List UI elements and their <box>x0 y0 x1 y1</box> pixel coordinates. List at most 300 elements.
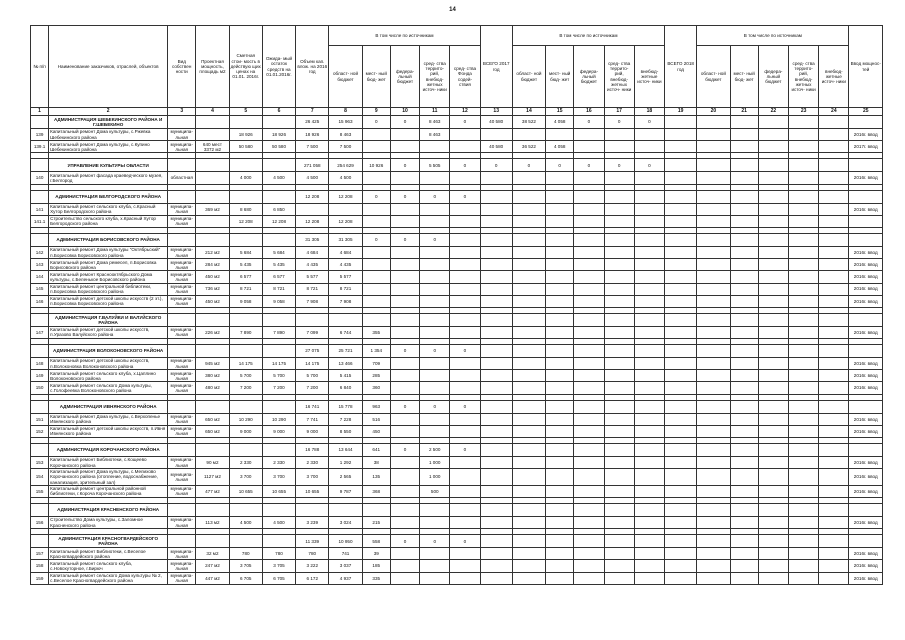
cell-col-25: 2016г. ввод <box>849 358 883 370</box>
cell-no: 150 <box>31 382 49 394</box>
header-src-local: мест- ный бюд- жет <box>362 46 390 108</box>
cell-col-25 <box>849 215 883 227</box>
cell-col-25: 2016г. ввод <box>849 485 883 497</box>
cell-col-8: 7 228 <box>329 413 362 425</box>
section-title: АДМИНИСТРАЦИЯ Г.ВАЛУЙКИ И ВАЛУЙСКОГО РАЙОНА <box>49 313 168 326</box>
header-capacity: Проектная мощность, площадь м2 <box>196 26 229 108</box>
cell-col-13 <box>480 271 512 283</box>
cell-col-13 <box>480 172 512 184</box>
cell-col-24 <box>819 233 849 246</box>
cell-col-11 <box>420 425 450 437</box>
cell-col-4: 650 м2 <box>196 413 229 425</box>
cell-col-3: муниципа- льная <box>168 271 196 283</box>
cell-col-20 <box>697 413 730 425</box>
column-number: 10 <box>390 108 419 116</box>
cell-col-25: 2016г. ввод <box>849 469 883 486</box>
cell-col-3: областная <box>168 172 196 184</box>
cell-col-21 <box>730 159 758 172</box>
cell-col-16: 0 <box>574 159 604 172</box>
cell-col-12 <box>450 259 480 271</box>
cell-col-8: 1 292 <box>329 457 362 469</box>
cell-col-13 <box>480 535 512 548</box>
cell-col-13: 40 580 <box>480 141 512 153</box>
cell-col-8: 13 466 <box>329 358 362 370</box>
cell-col-11: 0 <box>420 233 450 246</box>
cell-col-8 <box>329 203 362 215</box>
cell-col-7: 2 330 <box>296 457 329 469</box>
cell-col-11: 8 463 <box>420 129 450 141</box>
cell-col-15 <box>546 548 574 560</box>
cell-col-7: 7 500 <box>296 141 329 153</box>
cell-col-3: муниципа- льная <box>168 572 196 584</box>
cell-col-14 <box>512 400 545 413</box>
cell-col-15 <box>546 382 574 394</box>
cell-object-name: Капитальный ремонт детской школы искусств, п.Уразово Валуйского района <box>49 326 168 338</box>
cell-col-8: 10 950 <box>329 535 362 548</box>
cell-col-14 <box>512 271 545 283</box>
cell-col-5 <box>229 400 262 413</box>
cell-col-14 <box>512 535 545 548</box>
cell-col-8 <box>329 313 362 326</box>
cell-col-3: муниципа- льная <box>168 370 196 382</box>
cell-col-24 <box>819 425 849 437</box>
cell-col-18 <box>634 516 664 528</box>
cell-col-3 <box>168 503 196 516</box>
cell-col-24 <box>819 215 849 227</box>
cell-col-17 <box>604 444 634 457</box>
cell-col-21 <box>730 400 758 413</box>
cell-col-5: 5 684 <box>229 246 262 258</box>
cell-col-7 <box>296 313 329 326</box>
cell-col-17 <box>604 345 634 358</box>
cell-col-23 <box>788 572 818 584</box>
cell-col-23 <box>788 425 818 437</box>
column-number: 1 <box>31 108 49 116</box>
cell-col-14 <box>512 485 545 497</box>
cell-col-23 <box>788 370 818 382</box>
cell-col-20 <box>697 370 730 382</box>
cell-col-15 <box>546 345 574 358</box>
cell-col-12 <box>450 172 480 184</box>
cell-col-13 <box>480 259 512 271</box>
cell-col-4: 1127 м2 <box>196 469 229 486</box>
cell-col-21 <box>730 413 758 425</box>
cell-col-6 <box>262 444 295 457</box>
cell-col-19 <box>665 400 697 413</box>
cell-col-18 <box>634 313 664 326</box>
cell-col-6: 6 577 <box>262 271 295 283</box>
cell-col-6: 9 058 <box>262 295 295 307</box>
cell-col-18 <box>634 326 664 338</box>
cell-col-23 <box>788 503 818 516</box>
cell-col-11 <box>420 572 450 584</box>
cell-col-7: 3 222 <box>296 560 329 572</box>
cell-col-21 <box>730 535 758 548</box>
cell-col-7: 5 700 <box>296 370 329 382</box>
column-number: 20 <box>697 108 730 116</box>
cell-col-25: 2016г. ввод <box>849 560 883 572</box>
cell-col-13 <box>480 425 512 437</box>
header-src-regional: област- ной бюджет <box>512 46 545 108</box>
cell-object-name: Капитальный ремонт Дома культуры, с.Мелихово Корочанского района (отопление, водоснабжение, канализация, зрительный зал) <box>49 469 168 486</box>
cell-col-4 <box>196 400 229 413</box>
cell-col-7: 8 721 <box>296 283 329 295</box>
cell-col-22 <box>758 141 788 153</box>
cell-object-name: Капитальный ремонт детской школы искусств (2 эт.), п.Борисовка Борисовского района <box>49 295 168 307</box>
cell-col-10 <box>390 548 419 560</box>
cell-col-20 <box>697 116 730 129</box>
cell-col-8: 4 500 <box>329 172 362 184</box>
cell-col-9: 38 <box>362 457 390 469</box>
cell-col-17 <box>604 203 634 215</box>
cell-col-16 <box>574 326 604 338</box>
cell-col-24 <box>819 370 849 382</box>
header-src-territorial: сред- ства террито- рий, внебюд- жетных источ- ники <box>788 46 818 108</box>
cell-col-9 <box>362 283 390 295</box>
cell-col-13 <box>480 246 512 258</box>
cell-col-19 <box>665 259 697 271</box>
cell-col-3: муниципа- льная <box>168 141 196 153</box>
cell-col-8: 4 937 <box>329 572 362 584</box>
cell-col-14 <box>512 358 545 370</box>
cell-col-4: 945 м2 <box>196 358 229 370</box>
cell-col-16 <box>574 370 604 382</box>
cell-col-18: 0 <box>634 116 664 129</box>
cell-col-8: 741 <box>329 548 362 560</box>
cell-col-5: 780 <box>229 548 262 560</box>
cell-col-24 <box>819 313 849 326</box>
cell-col-19 <box>665 572 697 584</box>
cell-object-name: Капитальный ремонт сельского клуба, с.Новохуторное, г.Бирюч <box>49 560 168 572</box>
cell-no: 148 <box>31 358 49 370</box>
cell-col-10 <box>390 313 419 326</box>
cell-col-6: 2 330 <box>262 457 295 469</box>
table-row <box>31 203 883 215</box>
cell-col-13 <box>480 382 512 394</box>
cell-col-24 <box>819 413 849 425</box>
cell-col-21 <box>730 326 758 338</box>
header-sources-2016: В том числе по источникам <box>329 26 480 46</box>
cell-object-name: Капитальный ремонт сельского Дома культуры, с.Голофеевка Волоконовского района <box>49 382 168 394</box>
cell-col-25: 2016г. ввод <box>849 548 883 560</box>
cell-col-12 <box>450 141 480 153</box>
cell-col-22 <box>758 345 788 358</box>
cell-col-5: 6 577 <box>229 271 262 283</box>
cell-col-4: 226 м2 <box>196 326 229 338</box>
cell-col-7: 14 175 <box>296 358 329 370</box>
cell-col-24 <box>819 382 849 394</box>
cell-col-8: 7 908 <box>329 295 362 307</box>
cell-col-4: 480 м2 <box>196 382 229 394</box>
cell-col-25: 2016г. ввод <box>849 457 883 469</box>
cell-col-19 <box>665 326 697 338</box>
cell-col-15 <box>546 400 574 413</box>
cell-col-6: 5 435 <box>262 259 295 271</box>
cell-col-5: 10 290 <box>229 413 262 425</box>
cell-no <box>31 190 49 203</box>
cell-col-11 <box>420 358 450 370</box>
cell-col-17 <box>604 413 634 425</box>
cell-col-14 <box>512 215 545 227</box>
cell-col-5: 9 000 <box>229 425 262 437</box>
cell-col-11 <box>420 283 450 295</box>
cell-col-16 <box>574 485 604 497</box>
column-number: 18 <box>634 108 664 116</box>
header-src-regional: област- ной бюджет <box>697 46 730 108</box>
column-number-row <box>31 108 883 116</box>
header-volume-2016: Объем кап. влож. на 2016 год <box>296 26 329 108</box>
cell-col-9: 963 <box>362 400 390 413</box>
cell-col-20 <box>697 246 730 258</box>
cell-col-9 <box>362 503 390 516</box>
cell-col-16 <box>574 141 604 153</box>
cell-col-3: муниципа- льная <box>168 425 196 437</box>
cell-col-6: 50 580 <box>262 141 295 153</box>
cell-col-24 <box>819 345 849 358</box>
cell-object-name: Капитальный ремонт Дома культуры, с.Ржевка Шебекинского района <box>49 129 168 141</box>
cell-col-20 <box>697 283 730 295</box>
cell-col-20 <box>697 444 730 457</box>
header-src-territorial: сред- ства террито- рий, внебюд- жетных источ- ники <box>604 46 634 108</box>
cell-col-17 <box>604 382 634 394</box>
cell-col-14 <box>512 425 545 437</box>
column-number: 11 <box>420 108 450 116</box>
cell-col-18 <box>634 141 664 153</box>
cell-col-16 <box>574 382 604 394</box>
cell-col-3: муниципа- льная <box>168 516 196 528</box>
capital-investment-table <box>30 25 883 585</box>
cell-col-6: 5 684 <box>262 246 295 258</box>
cell-col-20 <box>697 190 730 203</box>
cell-col-23 <box>788 141 818 153</box>
cell-col-12 <box>450 215 480 227</box>
cell-col-25: 2016г. ввод <box>849 413 883 425</box>
cell-col-14 <box>512 516 545 528</box>
cell-col-11 <box>420 172 450 184</box>
cell-col-19 <box>665 233 697 246</box>
cell-col-19 <box>665 457 697 469</box>
cell-col-14 <box>512 370 545 382</box>
cell-col-22 <box>758 469 788 486</box>
cell-col-3: муниципа- льная <box>168 560 196 572</box>
column-number: 5 <box>229 108 262 116</box>
section-row <box>31 233 883 246</box>
cell-col-14 <box>512 345 545 358</box>
cell-col-3 <box>168 444 196 457</box>
cell-col-18 <box>634 503 664 516</box>
cell-col-6: 12 208 <box>262 215 295 227</box>
cell-no: 139 <box>31 129 49 141</box>
cell-col-17 <box>604 548 634 560</box>
cell-col-23 <box>788 246 818 258</box>
cell-col-7: 4 684 <box>296 246 329 258</box>
cell-col-5 <box>229 233 262 246</box>
cell-col-22 <box>758 283 788 295</box>
cell-col-18 <box>634 233 664 246</box>
table-row <box>31 382 883 394</box>
cell-col-10 <box>390 358 419 370</box>
cell-col-25: 2016г. ввод <box>849 203 883 215</box>
cell-col-5 <box>229 535 262 548</box>
column-number: 23 <box>788 108 818 116</box>
cell-col-5: 18 926 <box>229 129 262 141</box>
cell-col-22 <box>758 271 788 283</box>
cell-col-10: 0 <box>390 345 419 358</box>
cell-no <box>31 444 49 457</box>
cell-col-22 <box>758 116 788 129</box>
cell-col-7: 18 926 <box>296 129 329 141</box>
cell-col-23 <box>788 457 818 469</box>
cell-col-23 <box>788 560 818 572</box>
table-row <box>31 457 883 469</box>
cell-col-18 <box>634 345 664 358</box>
cell-col-7: 12 208 <box>296 190 329 203</box>
cell-object-name: Капитальный ремонт фасада краеведческого музея, г.Белгород <box>49 172 168 184</box>
cell-col-4 <box>196 190 229 203</box>
header-remaining: Ожида- мый остаток средств на 01.01.2016г. <box>262 26 295 108</box>
cell-col-14 <box>512 382 545 394</box>
table-row <box>31 129 883 141</box>
cell-col-25: 2016г. ввод <box>849 382 883 394</box>
cell-col-19 <box>665 313 697 326</box>
section-row <box>31 345 883 358</box>
cell-col-8: 13 644 <box>329 444 362 457</box>
cell-col-15 <box>546 233 574 246</box>
cell-col-21 <box>730 141 758 153</box>
cell-col-10 <box>390 215 419 227</box>
cell-col-23 <box>788 444 818 457</box>
cell-col-24 <box>819 246 849 258</box>
cell-col-10 <box>390 246 419 258</box>
cell-col-18 <box>634 560 664 572</box>
section-row <box>31 313 883 326</box>
cell-col-8: 2 565 <box>329 469 362 486</box>
cell-col-24 <box>819 516 849 528</box>
cell-col-15 <box>546 313 574 326</box>
cell-col-10: 0 <box>390 400 419 413</box>
section-title: АДМИНИСТРАЦИЯ ВОЛОКОНОВСКОГО РАЙОНА <box>49 345 168 358</box>
cell-col-12 <box>450 358 480 370</box>
cell-col-25 <box>849 400 883 413</box>
cell-col-24 <box>819 271 849 283</box>
cell-col-7: 27 075 <box>296 345 329 358</box>
cell-col-20 <box>697 271 730 283</box>
cell-col-9: 335 <box>362 572 390 584</box>
cell-col-10 <box>390 469 419 486</box>
cell-col-13 <box>480 503 512 516</box>
cell-col-8: 6 744 <box>329 326 362 338</box>
cell-col-16 <box>574 469 604 486</box>
cell-col-21 <box>730 215 758 227</box>
table-row <box>31 485 883 497</box>
cell-col-20 <box>697 457 730 469</box>
cell-col-13 <box>480 129 512 141</box>
cell-col-7: 3 239 <box>296 516 329 528</box>
cell-col-3: муниципа- льная <box>168 457 196 469</box>
cell-col-14 <box>512 172 545 184</box>
cell-col-22 <box>758 516 788 528</box>
cell-col-16 <box>574 548 604 560</box>
cell-col-25: 2016г. ввод <box>849 246 883 258</box>
cell-col-8: 15 778 <box>329 400 362 413</box>
cell-no <box>31 159 49 172</box>
cell-col-7: 271 058 <box>296 159 329 172</box>
cell-col-10: 0 <box>390 233 419 246</box>
cell-col-5: 12 208 <box>229 215 262 227</box>
cell-col-10 <box>390 382 419 394</box>
cell-col-19 <box>665 295 697 307</box>
cell-col-5 <box>229 345 262 358</box>
cell-col-16: 0 <box>574 116 604 129</box>
cell-col-9: 135 <box>362 469 390 486</box>
column-number: 25 <box>849 108 883 116</box>
cell-col-13 <box>480 313 512 326</box>
cell-col-15: 0 <box>546 159 574 172</box>
cell-col-7: 6 172 <box>296 572 329 584</box>
cell-col-12 <box>450 457 480 469</box>
cell-col-10 <box>390 295 419 307</box>
cell-col-19 <box>665 485 697 497</box>
cell-col-8: 3 037 <box>329 560 362 572</box>
cell-col-25: 2016г. ввод <box>849 259 883 271</box>
cell-no: 141.1 <box>31 215 49 227</box>
cell-no <box>31 116 49 129</box>
cell-col-25: 2016г. ввод <box>849 295 883 307</box>
cell-col-22 <box>758 358 788 370</box>
cell-col-12 <box>450 313 480 326</box>
table-header <box>31 26 883 116</box>
cell-no <box>31 313 49 326</box>
cell-col-23 <box>788 345 818 358</box>
header-src-federal: федера- льный бюджет <box>574 46 604 108</box>
cell-col-10 <box>390 560 419 572</box>
cell-col-16 <box>574 444 604 457</box>
cell-col-17 <box>604 560 634 572</box>
cell-col-4 <box>196 172 229 184</box>
cell-col-22 <box>758 190 788 203</box>
cell-col-13 <box>480 295 512 307</box>
cell-no: 154 <box>31 469 49 486</box>
cell-col-17 <box>604 572 634 584</box>
cell-col-23 <box>788 469 818 486</box>
cell-object-name: Строительство Дома культуры, с.Заломное Красненского района <box>49 516 168 528</box>
cell-col-23 <box>788 295 818 307</box>
cell-col-4: 212 м2 <box>196 246 229 258</box>
cell-col-24 <box>819 203 849 215</box>
cell-no: 151 <box>31 413 49 425</box>
cell-object-name: Капитальный ремонт сельского Дома культуры № 2, с.Веселое Красногвардейского района <box>49 572 168 584</box>
cell-col-8: 12 208 <box>329 190 362 203</box>
column-number: 13 <box>480 108 512 116</box>
cell-object-name: Капитальный ремонт Дома культуры, с.Купино Шебекинского района <box>49 141 168 153</box>
table-row <box>31 246 883 258</box>
cell-col-14: 0 <box>512 159 545 172</box>
cell-col-17 <box>604 141 634 153</box>
cell-col-3 <box>168 233 196 246</box>
section-title: АДМИНИСТРАЦИЯ БОРИСОВСКОГО РАЙОНА <box>49 233 168 246</box>
cell-col-8: 4 684 <box>329 246 362 258</box>
cell-col-11 <box>420 313 450 326</box>
cell-col-17 <box>604 259 634 271</box>
cell-col-8: 254 629 <box>329 159 362 172</box>
cell-col-3 <box>168 159 196 172</box>
cell-col-19 <box>665 215 697 227</box>
cell-col-16 <box>574 358 604 370</box>
table-row <box>31 572 883 584</box>
cell-col-12: 0 <box>450 400 480 413</box>
cell-col-20 <box>697 172 730 184</box>
cell-no <box>31 400 49 413</box>
